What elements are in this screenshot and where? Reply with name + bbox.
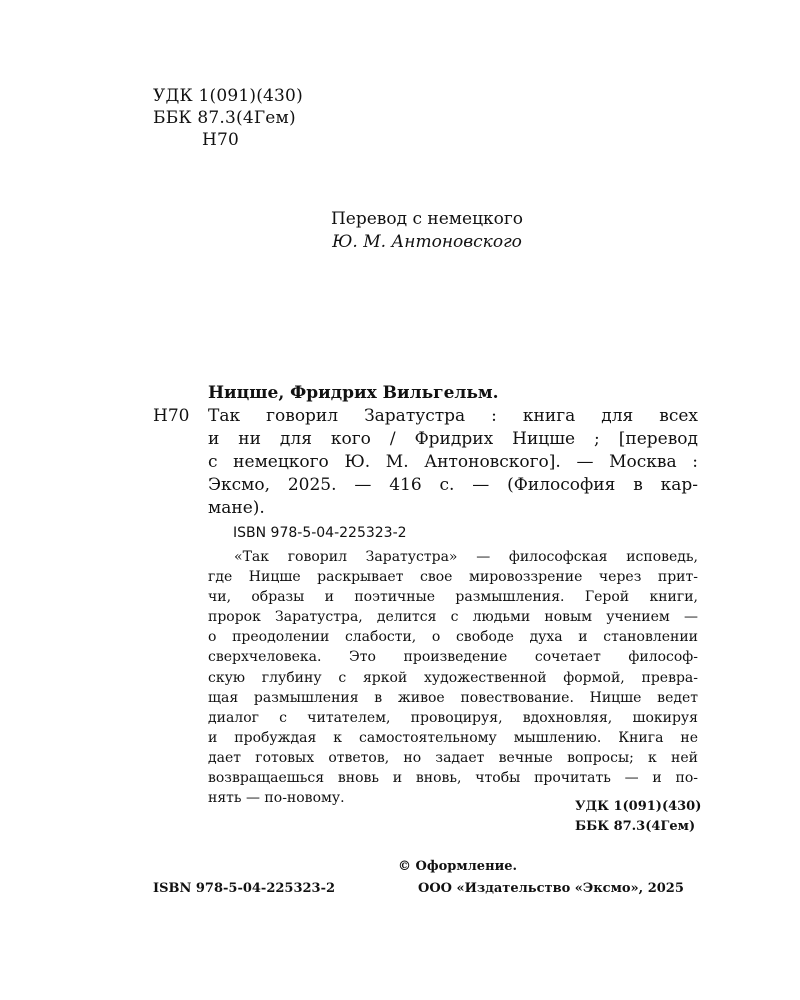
- catalog-isbn: ISBN 978-5-04-225323-2: [233, 525, 407, 541]
- annotation-line: щая размышления в живое повествование. Ницше ведет: [208, 689, 698, 706]
- bottom-bbk-code: ББК 87.3(4Гем): [575, 819, 696, 834]
- annotation-line: диалог с читателем, провоцируя, вдохновляя, шокируя: [208, 709, 698, 726]
- publisher-copyright: ООО «Издательство «Эксмо», 2025: [418, 881, 684, 896]
- catalog-author-sign: Н70: [153, 406, 190, 426]
- top-author-sign: Н70: [202, 130, 240, 150]
- annotation-line: «Так говорил Заратустра» — философская исповедь,: [234, 549, 698, 565]
- annotation-line: возвращаешься вновь и вновь, чтобы прочитать — и по-: [208, 770, 698, 787]
- catalog-author: Ницше, Фридрих Вильгельм.: [208, 383, 499, 403]
- annotation-line: нять — по-новому.: [208, 790, 345, 807]
- annotation-line: пророк Заратустра, делится с людьми новым учением —: [208, 609, 698, 626]
- bottom-udk-code: УДК 1(091)(430): [575, 799, 702, 814]
- top-bbk-code: ББК 87.3(4Гем): [153, 108, 296, 128]
- bottom-isbn: ISBN 978-5-04-225323-2: [153, 881, 336, 896]
- catalog-description-line: мане).: [208, 498, 265, 518]
- catalog-description-line: Эксмо, 2025. — 416 с. — (Философия в кар-: [208, 475, 698, 495]
- copyright-design: © Оформление.: [398, 859, 518, 874]
- annotation: [208, 547, 698, 808]
- translator-name: Ю. М. Антоновского: [332, 232, 522, 252]
- annotation-line: где Ницше раскрывает свое мировоззрение через прит-: [208, 569, 698, 586]
- top-udk-code: УДК 1(091)(430): [153, 86, 303, 106]
- catalog-description-line: с немецкого Ю. М. Антоновского]. — Москва :: [208, 452, 698, 472]
- annotation-line: о преодолении слабости, о свободе духа и становлении: [208, 629, 698, 646]
- annotation-line: и пробуждая к самостоятельному мышлению. Книга не: [208, 729, 698, 746]
- catalog-description-line: и ни для кого / Фридрих Ницше ; [перевод: [208, 429, 698, 449]
- catalog-description: [208, 405, 698, 520]
- annotation-line: дает готовых ответов, но задает вечные вопросы; к ней: [208, 749, 698, 766]
- translation-note: Перевод с немецкого: [330, 209, 524, 229]
- catalog-description-line: Так говорил Заратустра : книга для всех: [208, 406, 698, 426]
- annotation-line: сверхчеловека. Это произведение сочетает философ-: [208, 649, 698, 666]
- annotation-line: скую глубину с яркой художественной формой, превра-: [208, 669, 698, 686]
- annotation-line: чи, образы и поэтичные размышления. Герой книги,: [208, 589, 698, 606]
